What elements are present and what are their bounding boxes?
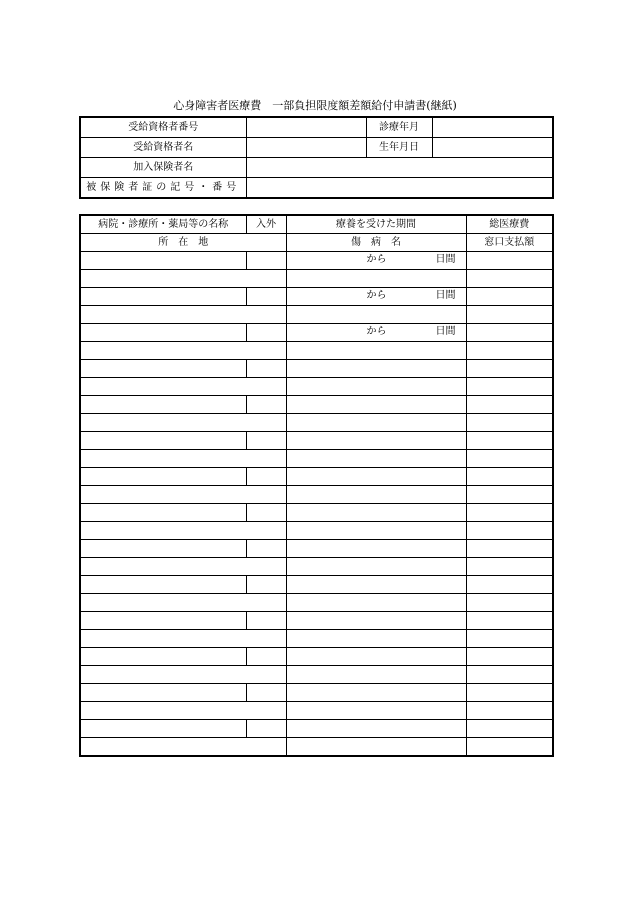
disease-field[interactable] — [286, 306, 466, 324]
period-field[interactable] — [286, 396, 466, 414]
in-out-field[interactable] — [246, 540, 286, 558]
birth-date-label: 生年月日 — [366, 138, 432, 158]
record-row — [80, 648, 553, 666]
treatment-month-label: 診療年月 — [366, 117, 432, 138]
in-out-field[interactable] — [246, 504, 286, 522]
in-out-field[interactable] — [246, 720, 286, 738]
facility-name-field[interactable] — [80, 432, 246, 450]
insurance-card-field[interactable] — [246, 178, 553, 199]
counter-payment-field[interactable] — [466, 702, 553, 720]
disease-field[interactable] — [286, 414, 466, 432]
location-field[interactable] — [80, 450, 286, 468]
record-row — [80, 324, 553, 342]
insurance-card-label: 被保険者証の記号・番号 — [80, 178, 246, 199]
record-row-sub — [80, 738, 553, 757]
insured-person-label: 加入保険者名 — [80, 158, 246, 178]
total-cost-field[interactable] — [466, 684, 553, 702]
record-row-sub — [80, 414, 553, 432]
disease-field[interactable] — [286, 738, 466, 757]
in-out-field[interactable] — [246, 396, 286, 414]
period-field[interactable] — [286, 612, 466, 630]
days-label: 日間 — [435, 290, 456, 301]
total-cost-field[interactable] — [466, 720, 553, 738]
facility-name-field[interactable] — [80, 612, 246, 630]
in-out-field[interactable] — [246, 324, 286, 342]
total-cost-field[interactable] — [466, 504, 553, 522]
disease-field[interactable] — [286, 666, 466, 684]
location-field[interactable] — [80, 738, 286, 757]
location-field[interactable] — [80, 486, 286, 504]
recipient-info-table — [79, 116, 554, 199]
period-field[interactable] — [286, 648, 466, 666]
form-title: 心身障害者医療費 一部負担限度額差額給付申請書(継紙) — [173, 99, 457, 112]
disease-field[interactable] — [286, 558, 466, 576]
location-field[interactable] — [80, 630, 286, 648]
counter-payment-field[interactable] — [466, 378, 553, 396]
record-row — [80, 252, 553, 270]
counter-payment-field[interactable] — [466, 558, 553, 576]
record-row-sub — [80, 702, 553, 720]
info-row-recipient-name — [80, 138, 553, 158]
location-field[interactable] — [80, 414, 286, 432]
kara-label: から — [366, 254, 387, 265]
disease-field[interactable] — [286, 450, 466, 468]
info-row-insurance-card — [80, 178, 553, 199]
header-row-2 — [80, 234, 553, 252]
facility-name-field[interactable] — [80, 576, 246, 594]
counter-payment-field[interactable] — [466, 666, 553, 684]
recipient-number-field[interactable] — [246, 117, 366, 138]
location-field[interactable] — [80, 378, 286, 396]
period-field[interactable] — [286, 540, 466, 558]
in-out-field[interactable] — [246, 252, 286, 270]
kara-label: から — [366, 290, 387, 301]
facility-name-field[interactable] — [80, 504, 246, 522]
period-field[interactable] — [286, 720, 466, 738]
facility-name-field[interactable] — [80, 324, 246, 342]
in-out-field[interactable] — [246, 432, 286, 450]
record-row-sub — [80, 378, 553, 396]
record-row — [80, 576, 553, 594]
record-row — [80, 504, 553, 522]
disease-field[interactable] — [286, 486, 466, 504]
recipient-number-label: 受給資格者番号 — [80, 117, 246, 138]
days-label: 日間 — [435, 254, 456, 265]
record-row — [80, 612, 553, 630]
location-field[interactable] — [80, 522, 286, 540]
disease-field[interactable] — [286, 270, 466, 288]
facility-name-header: 病院・診療所・薬局等の名称 — [80, 215, 246, 234]
facility-name-field[interactable] — [80, 648, 246, 666]
disease-field[interactable] — [286, 702, 466, 720]
kara-label: から — [366, 326, 387, 337]
period-field[interactable] — [286, 576, 466, 594]
total-cost-field[interactable] — [466, 360, 553, 378]
record-row-sub — [80, 594, 553, 612]
record-row — [80, 468, 553, 486]
record-row-sub — [80, 630, 553, 648]
record-row-sub — [80, 486, 553, 504]
counter-payment-field[interactable] — [466, 738, 553, 757]
counter-payment-field[interactable] — [466, 342, 553, 360]
counter-payment-field[interactable] — [466, 486, 553, 504]
facility-name-field[interactable] — [80, 360, 246, 378]
disease-field[interactable] — [286, 342, 466, 360]
in-out-field[interactable] — [246, 612, 286, 630]
record-row — [80, 396, 553, 414]
record-row — [80, 288, 553, 306]
days-label: 日間 — [435, 326, 456, 337]
facility-name-field[interactable] — [80, 720, 246, 738]
facility-name-field[interactable] — [80, 540, 246, 558]
period-header: 療養を受けた期間 — [286, 215, 466, 234]
counter-payment-field[interactable] — [466, 450, 553, 468]
total-cost-field[interactable] — [466, 432, 553, 450]
location-field[interactable] — [80, 270, 286, 288]
in-out-field[interactable] — [246, 468, 286, 486]
location-field[interactable] — [80, 306, 286, 324]
counter-payment-field[interactable] — [466, 630, 553, 648]
recipient-name-field[interactable] — [246, 138, 366, 158]
insured-person-field[interactable] — [246, 158, 553, 178]
period-field[interactable] — [286, 684, 466, 702]
total-cost-field[interactable] — [466, 252, 553, 270]
period-field[interactable] — [286, 432, 466, 450]
period-field[interactable] — [286, 252, 466, 270]
disease-field[interactable] — [286, 378, 466, 396]
record-row — [80, 720, 553, 738]
total-cost-field[interactable] — [466, 396, 553, 414]
info-row-recipient-number — [80, 117, 553, 138]
disease-header: 傷 病 名 — [286, 234, 466, 252]
location-field[interactable] — [80, 342, 286, 360]
birth-date-field[interactable] — [432, 138, 553, 158]
total-cost-field[interactable] — [466, 468, 553, 486]
record-row-sub — [80, 342, 553, 360]
facility-name-field[interactable] — [80, 252, 246, 270]
counter-payment-header: 窓口支払額 — [466, 234, 553, 252]
facility-name-field[interactable] — [80, 684, 246, 702]
location-field[interactable] — [80, 666, 286, 684]
location-field[interactable] — [80, 594, 286, 612]
record-row-sub — [80, 306, 553, 324]
facility-name-field[interactable] — [80, 468, 246, 486]
record-row-sub — [80, 270, 553, 288]
total-cost-field[interactable] — [466, 540, 553, 558]
period-field[interactable] — [286, 360, 466, 378]
facility-name-field[interactable] — [80, 288, 246, 306]
record-row — [80, 360, 553, 378]
in-out-field[interactable] — [246, 288, 286, 306]
record-row — [80, 432, 553, 450]
in-out-header: 入外 — [246, 215, 286, 234]
total-cost-field[interactable] — [466, 648, 553, 666]
counter-payment-field[interactable] — [466, 270, 553, 288]
location-field[interactable] — [80, 702, 286, 720]
disease-field[interactable] — [286, 522, 466, 540]
in-out-field[interactable] — [246, 684, 286, 702]
total-cost-header: 総医療費 — [466, 215, 553, 234]
counter-payment-field[interactable] — [466, 594, 553, 612]
counter-payment-field[interactable] — [466, 522, 553, 540]
total-cost-field[interactable] — [466, 576, 553, 594]
disease-field[interactable] — [286, 630, 466, 648]
record-row — [80, 540, 553, 558]
record-row-sub — [80, 558, 553, 576]
treatment-records-table — [79, 214, 554, 757]
in-out-field[interactable] — [246, 648, 286, 666]
period-field[interactable] — [286, 288, 466, 306]
treatment-month-field[interactable] — [432, 117, 553, 138]
header-row-1 — [80, 215, 553, 234]
in-out-field[interactable] — [246, 360, 286, 378]
period-field[interactable] — [286, 504, 466, 522]
counter-payment-field[interactable] — [466, 306, 553, 324]
recipient-name-label: 受給資格者名 — [80, 138, 246, 158]
total-cost-field[interactable] — [466, 324, 553, 342]
total-cost-field[interactable] — [466, 612, 553, 630]
location-field[interactable] — [80, 558, 286, 576]
record-row-sub — [80, 450, 553, 468]
record-row-sub — [80, 666, 553, 684]
counter-payment-field[interactable] — [466, 414, 553, 432]
info-row-insured-person — [80, 158, 553, 178]
total-cost-field[interactable] — [466, 288, 553, 306]
facility-name-field[interactable] — [80, 396, 246, 414]
record-row-sub — [80, 522, 553, 540]
record-row — [80, 684, 553, 702]
location-header: 所 在 地 — [80, 234, 286, 252]
period-field[interactable] — [286, 324, 466, 342]
disease-field[interactable] — [286, 594, 466, 612]
period-field[interactable] — [286, 468, 466, 486]
in-out-field[interactable] — [246, 576, 286, 594]
